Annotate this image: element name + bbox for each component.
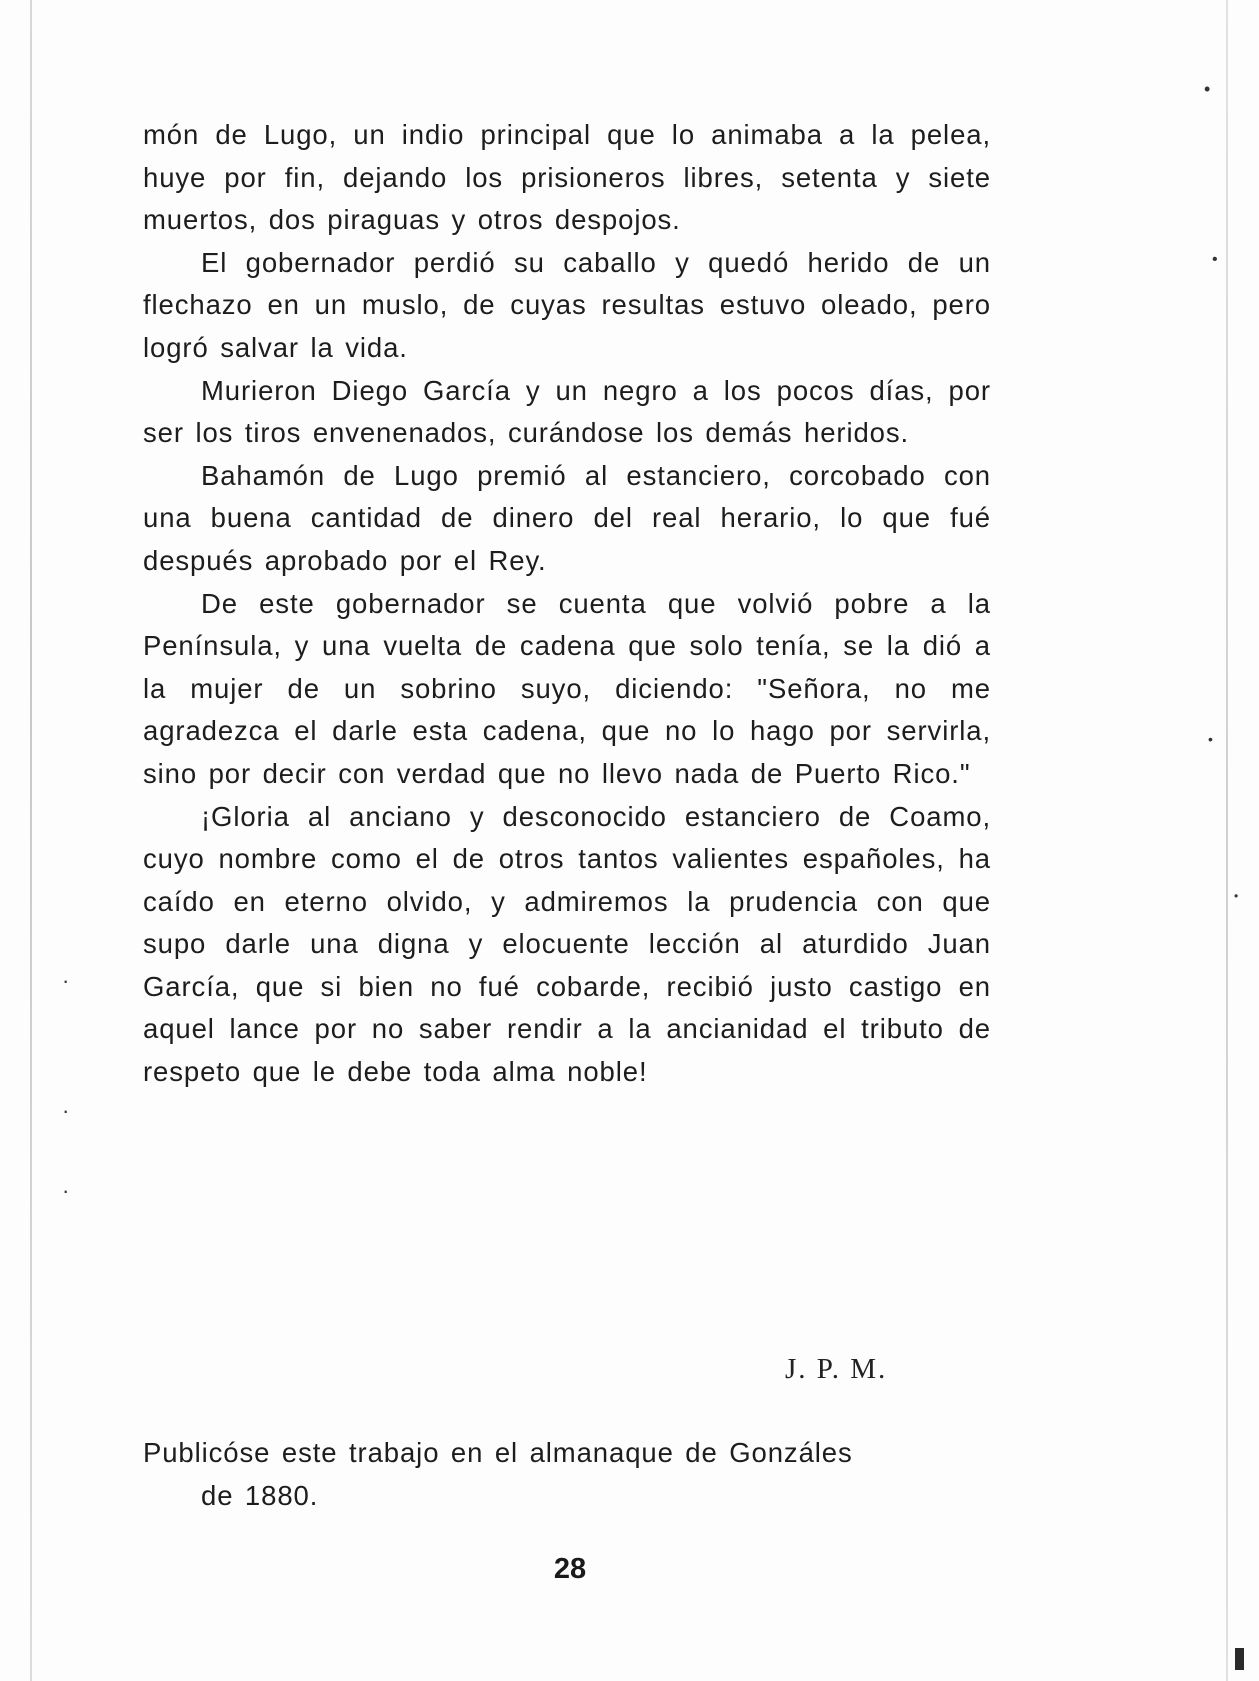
margin-speck: · — [62, 1178, 70, 1203]
corner-mark — [1235, 1648, 1244, 1670]
paragraph: Bahamón de Lugo premió al estanciero, corcobado con una buena cantidad de dinero del real herario, lo que fué después aprobado por el Rey. — [143, 459, 991, 576]
publication-note-line: de 1880. — [201, 1480, 319, 1511]
margin-speck: • — [1204, 79, 1211, 99]
left-page-edge — [30, 0, 32, 1681]
margin-speck: · — [62, 1098, 70, 1123]
page-number: 28 — [553, 1553, 587, 1585]
paragraph: El gobernador perdió su caballo y quedó herido de un flechazo en un muslo, de cuyas resultas estuvo oleado, pero logró salvar la vida. — [143, 246, 991, 363]
right-page-edge — [1226, 0, 1228, 1681]
author-signature: J. P. M. — [785, 1353, 888, 1385]
publication-note-line: Publicóse este trabajo en el almanaque de Gonzáles — [143, 1437, 853, 1468]
paragraph: Murieron Diego García y un negro a los pocos días, por ser los tiros envenenados, curándose los demás heridos. — [143, 374, 991, 449]
publication-note — [143, 1431, 1023, 1517]
margin-speck: • — [1208, 731, 1213, 747]
margin-speck: • — [1212, 251, 1218, 268]
paragraph: De este gobernador se cuenta que volvió pobre a la Península, y una vuelta de cadena que solo tenía, se la dió a la mujer de un sobrino suyo, diciendo: "Señora, no me agradezca el darle esta cadena, que no lo hago por servirla, sino por decir con verdad que no llevo nada de Puerto Rico." — [143, 587, 991, 789]
margin-speck: • — [1234, 889, 1239, 903]
paragraph: ¡Gloria al anciano y desconocido estanciero de Coamo, cuyo nombre como el de otros tantos valientes españoles, ha caído en eterno olvido, y admiremos la prudencia con que supo darle una digna y elocuente lección al aturdido Juan García, que si bien no fué cobarde, recibió justo castigo en aquel lance por no saber rendir a la ancianidad el tributo de respeto que le debe toda alma noble! — [143, 800, 991, 1088]
paragraph: món de Lugo, un indio principal que lo animaba a la pelea, huye por fin, dejando los prisioneros libres, setenta y siete muertos, dos piraguas y otros despojos. — [143, 119, 991, 236]
body-text — [143, 114, 991, 1094]
margin-speck: · — [62, 968, 70, 993]
